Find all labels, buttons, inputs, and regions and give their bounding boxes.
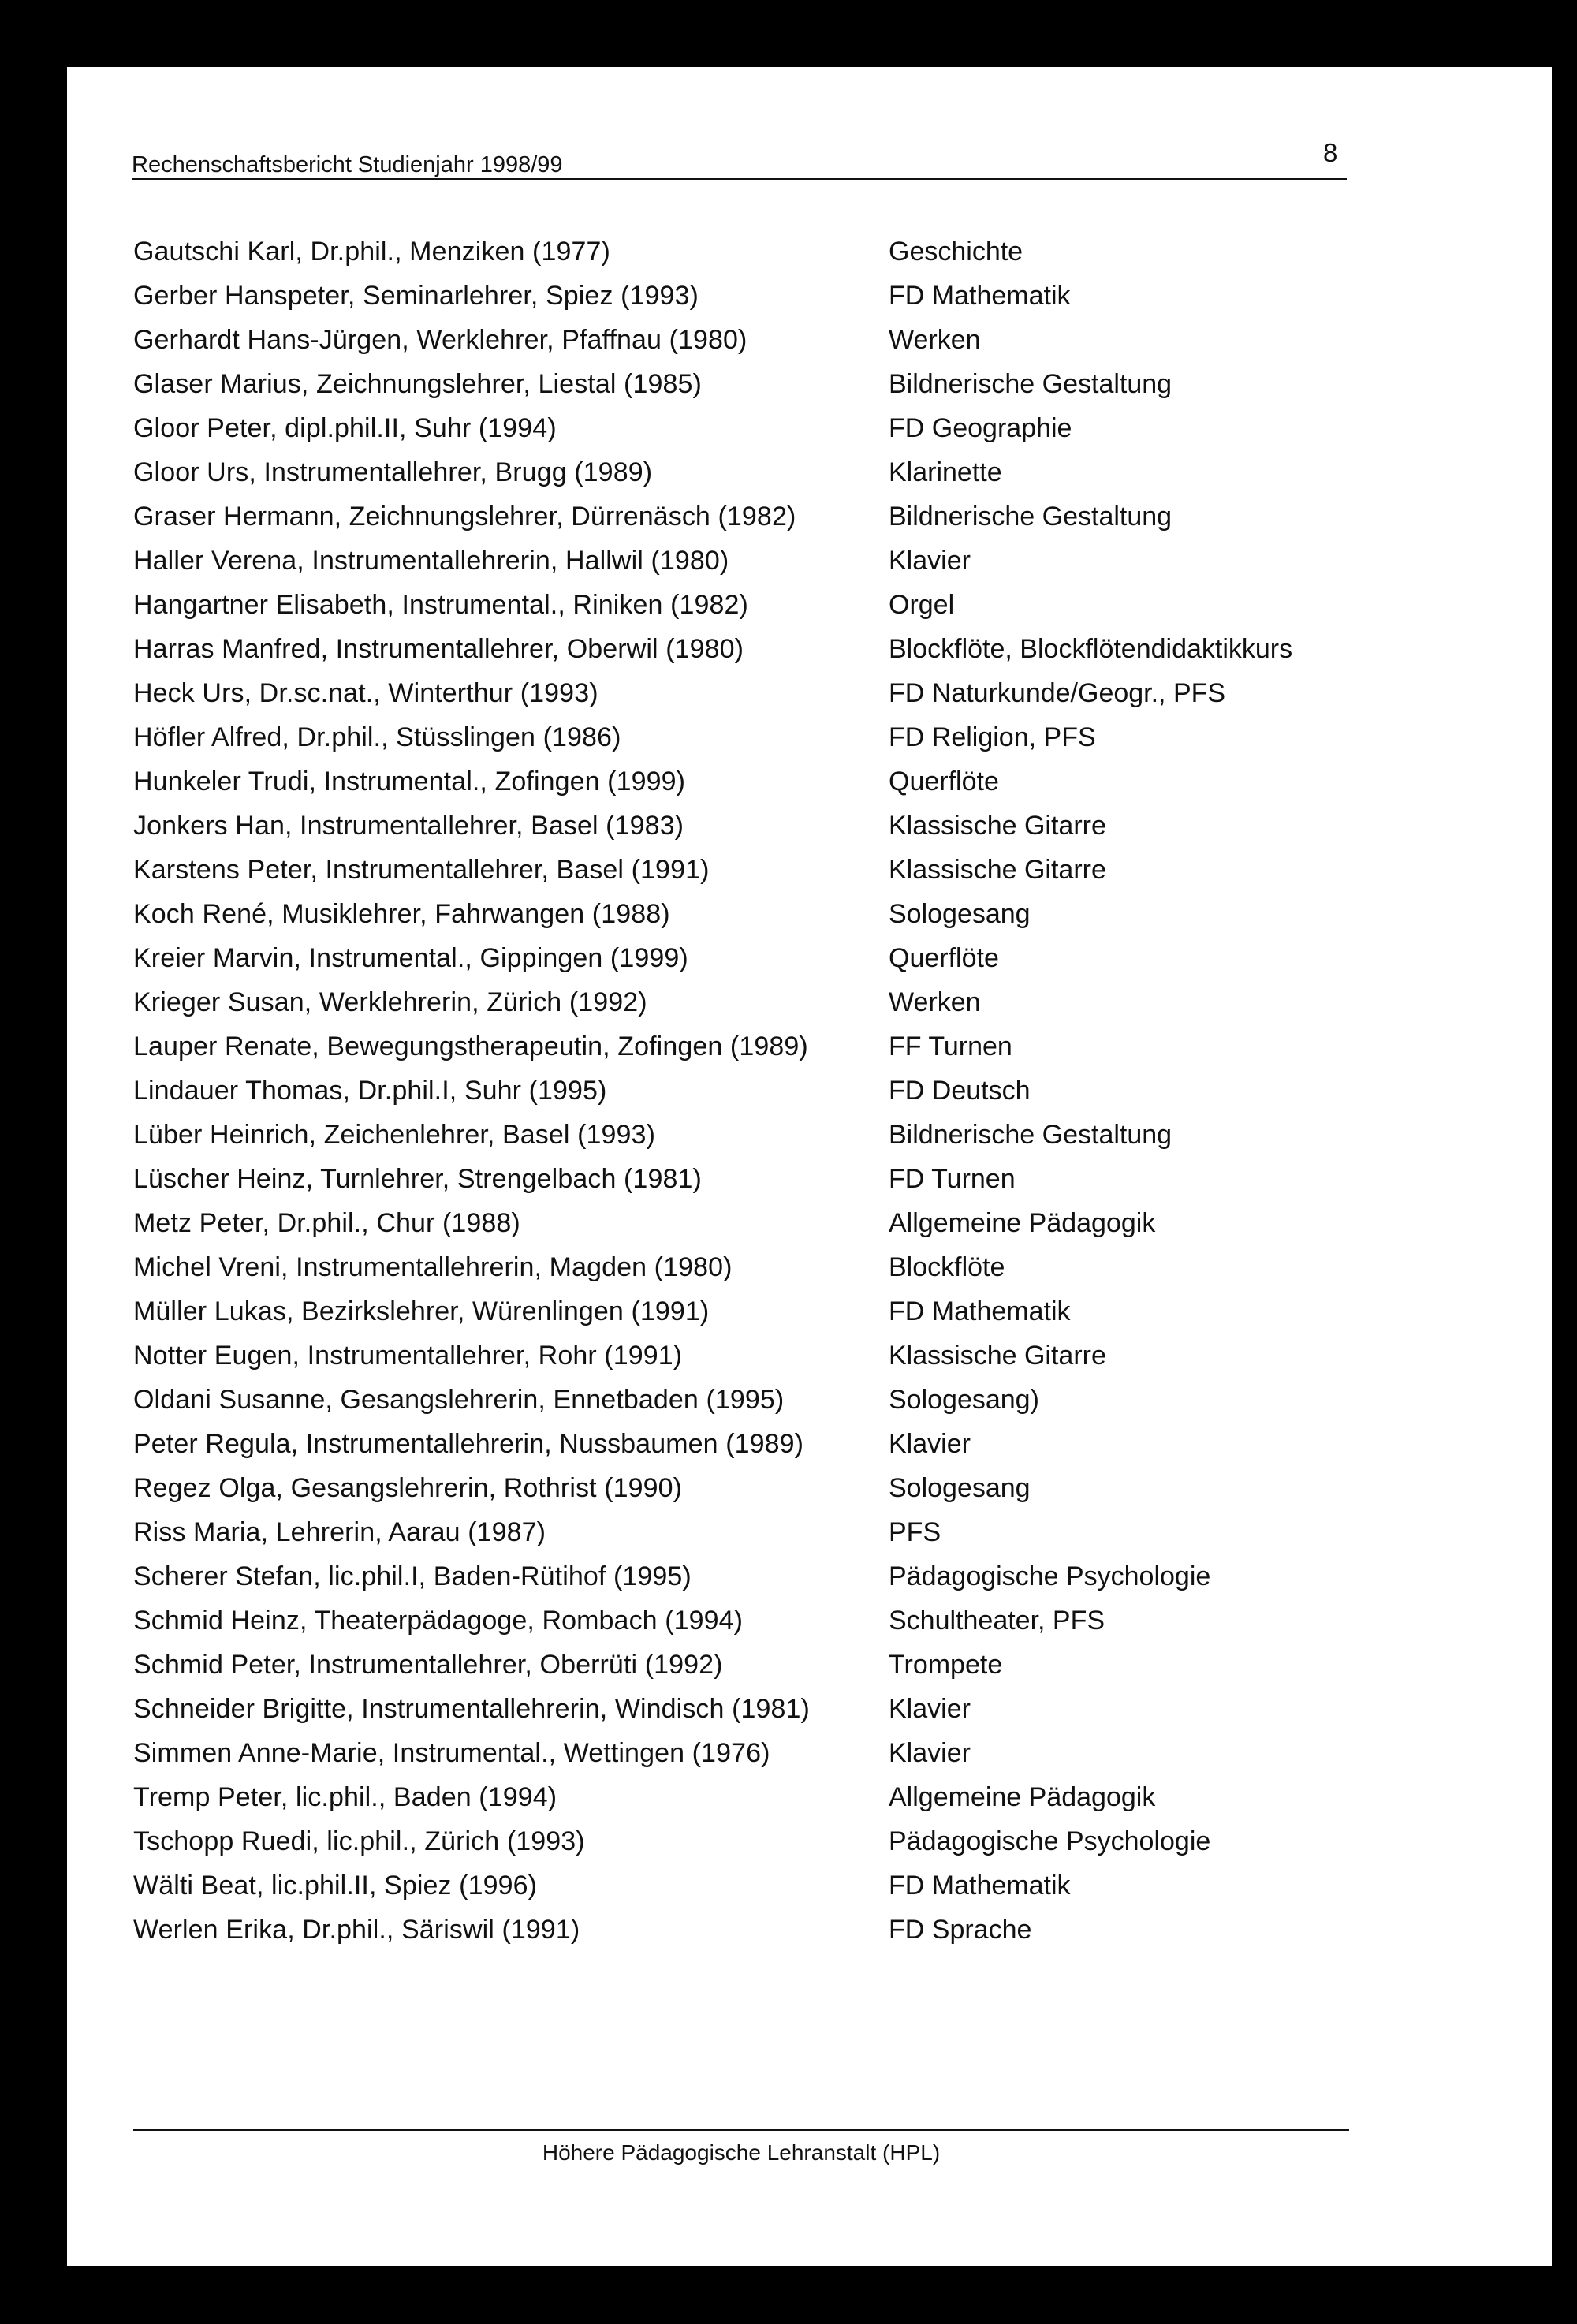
list-item <box>133 671 1363 715</box>
subject-name: FF Turnen <box>889 1031 1012 1061</box>
list-item <box>133 1598 1363 1643</box>
subject-name: FD Mathematik <box>889 1296 1071 1326</box>
list-item <box>133 627 1363 671</box>
subject-name: Werken <box>889 325 981 355</box>
person-name: Schmid Heinz, Theaterpädagoge, Rombach (1994) <box>133 1606 744 1636</box>
subject-name: Bildnerische Gestaltung <box>889 502 1172 532</box>
list-item <box>133 494 1363 539</box>
subject-name: Allgemeine Pädagogik <box>889 1208 1156 1238</box>
subject-name: Orgel <box>889 590 955 620</box>
list-item <box>133 1024 1363 1069</box>
list-item <box>133 1113 1363 1157</box>
list-item <box>133 1863 1363 1908</box>
list-item <box>133 1731 1363 1775</box>
list-item <box>133 1687 1363 1731</box>
person-name: Metz Peter, Dr.phil., Chur (1988) <box>133 1208 520 1238</box>
list-item <box>133 936 1363 980</box>
list-item <box>133 1201 1363 1245</box>
person-name: Gautschi Karl, Dr.phil., Menziken (1977) <box>133 237 610 267</box>
person-name: Krieger Susan, Werklehrerin, Zürich (1992) <box>133 987 647 1017</box>
person-name: Karstens Peter, Instrumentallehrer, Basel (1991) <box>133 855 710 885</box>
person-name: Werlen Erika, Dr.phil., Säriswil (1991) <box>133 1915 580 1945</box>
person-name: Tremp Peter, lic.phil., Baden (1994) <box>133 1782 557 1812</box>
list-item <box>133 406 1363 450</box>
subject-name: Werken <box>889 987 981 1017</box>
staff-list <box>133 229 1363 1952</box>
person-name: Lüber Heinrich, Zeichenlehrer, Basel (1993) <box>133 1120 655 1150</box>
person-name: Gloor Urs, Instrumentallehrer, Brugg (1989) <box>133 457 653 487</box>
list-item <box>133 1775 1363 1819</box>
list-item <box>133 1643 1363 1687</box>
person-name: Notter Eugen, Instrumentallehrer, Rohr (1991) <box>133 1341 683 1371</box>
person-name: Harras Manfred, Instrumentallehrer, Oberwil (1980) <box>133 634 744 664</box>
subject-name: Klavier <box>889 546 971 576</box>
subject-name: FD Sprache <box>889 1915 1032 1945</box>
footer-divider <box>133 2129 1349 2131</box>
list-item <box>133 759 1363 804</box>
subject-name: FD Deutsch <box>889 1076 1031 1106</box>
list-item <box>133 1289 1363 1334</box>
person-name: Simmen Anne-Marie, Instrumental., Wettingen (1976) <box>133 1738 770 1768</box>
list-item <box>133 1510 1363 1554</box>
subject-name: Klavier <box>889 1738 971 1768</box>
subject-name: FD Mathematik <box>889 1871 1071 1901</box>
list-item <box>133 318 1363 362</box>
list-item <box>133 450 1363 494</box>
person-name: Peter Regula, Instrumentallehrerin, Nussbaumen (1989) <box>133 1429 804 1459</box>
subject-name: Blockflöte <box>889 1252 1005 1282</box>
person-name: Regez Olga, Gesangslehrerin, Rothrist (1990) <box>133 1473 683 1503</box>
person-name: Lüscher Heinz, Turnlehrer, Strengelbach (1981) <box>133 1164 702 1194</box>
person-name: Schneider Brigitte, Instrumentallehrerin, Windisch (1981) <box>133 1694 810 1724</box>
subject-name: Pädagogische Psychologie <box>889 1561 1211 1591</box>
person-name: Tschopp Ruedi, lic.phil., Zürich (1993) <box>133 1826 585 1856</box>
person-name: Höfler Alfred, Dr.phil., Stüsslingen (1986) <box>133 722 621 752</box>
report-title: Rechenschaftsbericht Studienjahr 1998/99 <box>132 152 563 177</box>
subject-name: Trompete <box>889 1650 1003 1680</box>
list-item <box>133 1334 1363 1378</box>
list-item <box>133 539 1363 583</box>
footer-institution: Höhere Pädagogische Lehranstalt (HPL) <box>542 2140 941 2165</box>
subject-name: Klavier <box>889 1429 971 1459</box>
list-item <box>133 229 1363 274</box>
person-name: Riss Maria, Lehrerin, Aarau (1987) <box>133 1517 546 1547</box>
subject-name: Sologesang) <box>889 1385 1039 1415</box>
subject-name: FD Mathematik <box>889 281 1071 311</box>
list-item <box>133 1554 1363 1598</box>
list-item <box>133 1466 1363 1510</box>
person-name: Oldani Susanne, Gesangslehrerin, Ennetbaden (1995) <box>133 1385 785 1415</box>
list-item <box>133 274 1363 318</box>
person-name: Kreier Marvin, Instrumental., Gippingen (1999) <box>133 943 688 973</box>
list-item <box>133 1422 1363 1466</box>
list-item <box>133 980 1363 1024</box>
list-item <box>133 1157 1363 1201</box>
person-name: Scherer Stefan, lic.phil.I, Baden-Rütihof (1995) <box>133 1561 692 1591</box>
person-name: Schmid Peter, Instrumentallehrer, Oberrüti (1992) <box>133 1650 723 1680</box>
person-name: Glaser Marius, Zeichnungslehrer, Liestal (1985) <box>133 369 702 399</box>
subject-name: FD Religion, PFS <box>889 722 1096 752</box>
page-number: 8 <box>1323 138 1338 167</box>
person-name: Jonkers Han, Instrumentallehrer, Basel (1983) <box>133 811 684 841</box>
person-name: Haller Verena, Instrumentallehrerin, Hallwil (1980) <box>133 546 729 576</box>
subject-name: Klavier <box>889 1694 971 1724</box>
list-item <box>133 804 1363 848</box>
subject-name: Sologesang <box>889 1473 1031 1503</box>
list-item <box>133 583 1363 627</box>
subject-name: PFS <box>889 1517 941 1547</box>
list-item <box>133 1819 1363 1863</box>
document-page <box>67 67 1552 2266</box>
subject-name: Bildnerische Gestaltung <box>889 1120 1172 1150</box>
list-item <box>133 1908 1363 1952</box>
person-name: Hangartner Elisabeth, Instrumental., Riniken (1982) <box>133 590 748 620</box>
list-item <box>133 1069 1363 1113</box>
list-item <box>133 362 1363 406</box>
list-item <box>133 715 1363 759</box>
subject-name: FD Naturkunde/Geogr., PFS <box>889 678 1226 708</box>
header-divider <box>132 178 1347 180</box>
subject-name: FD Geographie <box>889 413 1072 443</box>
subject-name: Allgemeine Pädagogik <box>889 1782 1156 1812</box>
subject-name: Bildnerische Gestaltung <box>889 369 1172 399</box>
subject-name: Querflöte <box>889 943 999 973</box>
person-name: Michel Vreni, Instrumentallehrerin, Magden (1980) <box>133 1252 733 1282</box>
person-name: Lauper Renate, Bewegungstherapeutin, Zofingen (1989) <box>133 1031 808 1061</box>
list-item <box>133 848 1363 892</box>
subject-name: Schultheater, PFS <box>889 1606 1105 1636</box>
subject-name: Sologesang <box>889 899 1031 929</box>
subject-name: Pädagogische Psychologie <box>889 1826 1211 1856</box>
subject-name: Klassische Gitarre <box>889 1341 1106 1371</box>
person-name: Wälti Beat, lic.phil.II, Spiez (1996) <box>133 1871 538 1901</box>
person-name: Gloor Peter, dipl.phil.II, Suhr (1994) <box>133 413 557 443</box>
subject-name: Klarinette <box>889 457 1002 487</box>
subject-name: Geschichte <box>889 237 1023 267</box>
subject-name: Klassische Gitarre <box>889 855 1106 885</box>
list-item <box>133 892 1363 936</box>
list-item <box>133 1245 1363 1289</box>
subject-name: Blockflöte, Blockflötendidaktikkurs <box>889 634 1293 664</box>
person-name: Hunkeler Trudi, Instrumental., Zofingen (1999) <box>133 767 686 796</box>
person-name: Müller Lukas, Bezirkslehrer, Würenlingen (1991) <box>133 1296 710 1326</box>
list-item <box>133 1378 1363 1422</box>
person-name: Koch René, Musiklehrer, Fahrwangen (1988) <box>133 899 670 929</box>
person-name: Gerber Hanspeter, Seminarlehrer, Spiez (1993) <box>133 281 699 311</box>
person-name: Lindauer Thomas, Dr.phil.I, Suhr (1995) <box>133 1076 607 1106</box>
subject-name: FD Turnen <box>889 1164 1016 1194</box>
person-name: Graser Hermann, Zeichnungslehrer, Dürrenäsch (1982) <box>133 502 796 532</box>
subject-name: Klassische Gitarre <box>889 811 1106 841</box>
person-name: Heck Urs, Dr.sc.nat., Winterthur (1993) <box>133 678 598 708</box>
subject-name: Querflöte <box>889 767 999 796</box>
person-name: Gerhardt Hans-Jürgen, Werklehrer, Pfaffnau (1980) <box>133 325 747 355</box>
